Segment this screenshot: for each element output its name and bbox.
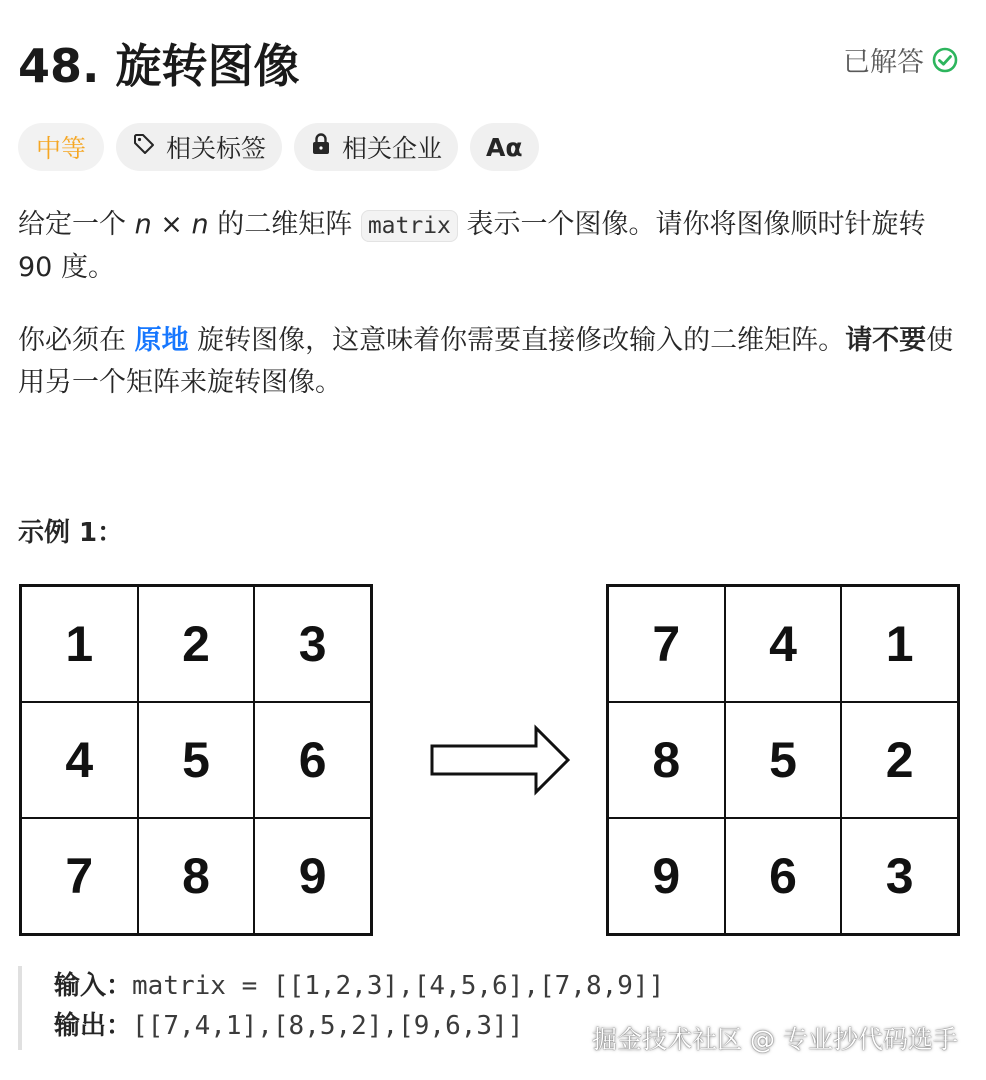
- matrix-cell: 3: [254, 586, 371, 702]
- output-value: [[7,4,1],[8,5,2],[9,6,3]]: [132, 1011, 524, 1041]
- check-circle-icon: [932, 47, 958, 73]
- output-matrix-grid: [606, 584, 960, 936]
- translate-button[interactable]: [470, 123, 539, 171]
- matrix-cell: 9: [608, 818, 725, 934]
- solved-label: 已解答: [843, 47, 924, 78]
- emphasis-text: 请不要: [845, 325, 927, 356]
- example-io-block: [18, 966, 664, 1050]
- matrix-cell: 5: [725, 702, 842, 818]
- description-paragraph-2: 你必须在 原地 旋转图像，这意味着你需要直接修改输入的二维矩阵。请不要使用另一个矩阵来旋转图像。: [18, 325, 954, 398]
- matrix-cell: 1: [21, 586, 138, 702]
- description-paragraph-1: 给定一个 n × n 的二维矩阵 matrix 表示一个图像。请你将图像顺时针旋转 90 度。: [18, 209, 926, 283]
- matrix-cell: 9: [254, 818, 371, 934]
- tag-icon: [132, 132, 156, 162]
- variable-n: n: [134, 209, 152, 240]
- example-title: 示例 1：: [18, 518, 124, 548]
- related-companies-label: 相关企业: [342, 134, 443, 163]
- matrix-cell: 1: [841, 586, 958, 702]
- output-label: 输出：: [54, 1011, 133, 1041]
- matrix-cell: 2: [138, 586, 255, 702]
- difficulty-label: 中等: [36, 134, 87, 163]
- example-output-line: [54, 1006, 664, 1046]
- related-tags-button[interactable]: [116, 123, 282, 171]
- input-label: 输入：: [54, 971, 133, 1001]
- example-input-line: [54, 966, 664, 1006]
- matrix-cell: 6: [725, 818, 842, 934]
- related-tags-label: 相关标签: [166, 134, 267, 163]
- watermark: 掘金技术社区 @ 专业抄代码选手: [592, 1025, 958, 1054]
- solved-status: [843, 40, 958, 79]
- translate-icon: Aα: [486, 132, 523, 162]
- matrix-cell: 2: [841, 702, 958, 818]
- difficulty-badge[interactable]: [18, 123, 104, 171]
- in-place-link[interactable]: 原地: [134, 325, 189, 356]
- right-arrow-icon: [428, 724, 574, 800]
- variable-n: n: [191, 209, 209, 240]
- matrix-cell: 8: [138, 818, 255, 934]
- matrix-cell: 7: [608, 586, 725, 702]
- matrix-cell: 3: [841, 818, 958, 934]
- matrix-cell: 6: [254, 702, 371, 818]
- matrix-cell: 8: [608, 702, 725, 818]
- input-matrix-grid: [19, 584, 373, 936]
- matrix-cell: 4: [21, 702, 138, 818]
- input-value: matrix = [[1,2,3],[4,5,6],[7,8,9]]: [132, 971, 665, 1001]
- matrix-cell: 5: [138, 702, 255, 818]
- lock-icon: [310, 132, 332, 162]
- inline-code-matrix: matrix: [361, 210, 458, 242]
- tag-bar: [18, 123, 539, 171]
- related-companies-button[interactable]: [294, 123, 458, 171]
- page-title: 48. 旋转图像: [18, 39, 300, 93]
- matrix-cell: 4: [725, 586, 842, 702]
- matrix-cell: 7: [21, 818, 138, 934]
